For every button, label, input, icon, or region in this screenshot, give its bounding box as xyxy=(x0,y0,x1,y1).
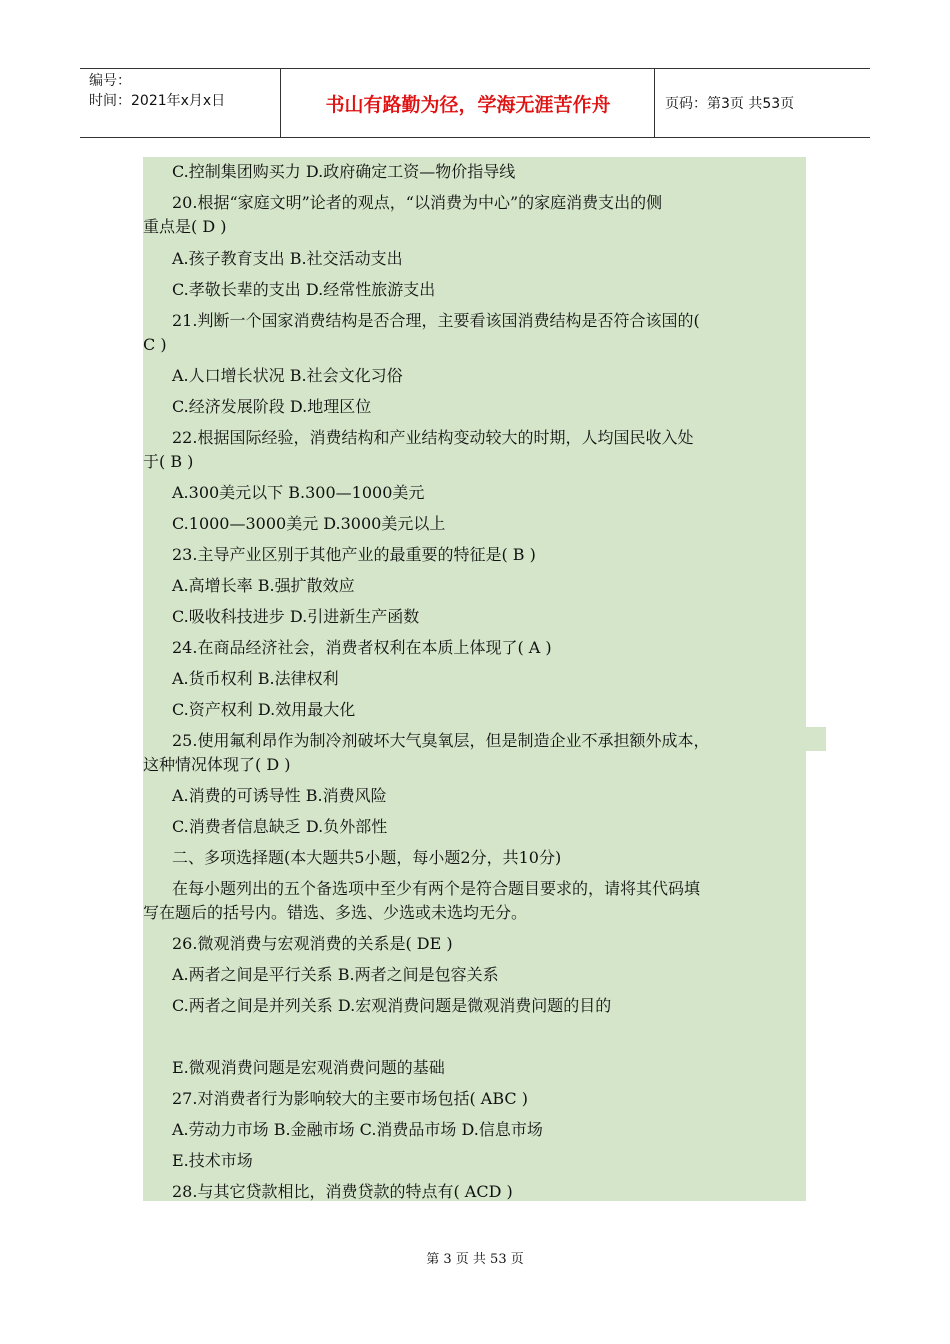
text-line: 21.判断一个国家消费结构是否合理，主要看该国消费结构是否符合该国的( xyxy=(172,311,700,330)
text-line: 25.使用氟利昂作为制冷剂破坏大气臭氧层，但是制造企业不承担额外成本， xyxy=(172,731,710,750)
header-motto: 书山有路勤为径，学海无涯苦作舟 xyxy=(282,69,655,137)
text-line: 22.根据国际经验，消费结构和产业结构变动较大的时期，人均国民收入处 xyxy=(172,428,694,447)
text-line: 27.对消费者行为影响较大的主要市场包括( ABC ) xyxy=(172,1089,528,1108)
text-line: A.货币权利 B.法律权利 xyxy=(172,669,339,688)
text-line: A.高增长率 B.强扩散效应 xyxy=(172,576,355,595)
text-line: C.经济发展阶段 D.地理区位 xyxy=(172,397,372,416)
section-heading: 二、多项选择题(本大题共5小题，每小题2分，共10分) xyxy=(172,848,562,867)
text-line: 26.微观消费与宏观消费的关系是( DE ) xyxy=(172,934,453,953)
header-page-info: 页码：第3页 共53页 xyxy=(665,96,795,112)
text-line: 20.根据“家庭文明”论者的观点，“以消费为中心”的家庭消费支出的侧 xyxy=(172,193,663,212)
text-line: E.微观消费问题是宏观消费问题的基础 xyxy=(172,1058,445,1077)
header-table xyxy=(80,68,870,138)
text-line: C.孝敬长辈的支出 D.经常性旅游支出 xyxy=(172,280,436,299)
text-line: C.1000—3000美元 D.3000美元以上 xyxy=(172,514,446,533)
text-line: A.消费的可诱导性 B.消费风险 xyxy=(172,786,387,805)
content-highlight-overflow xyxy=(806,727,826,751)
number-label: 编号： xyxy=(89,73,131,89)
text-line: C.消费者信息缺乏 D.负外部性 xyxy=(172,817,388,836)
text-line: A.300美元以下 B.300—1000美元 xyxy=(172,483,425,502)
text-line: 在每小题列出的五个备选项中至少有两个是符合题目要求的，请将其代码填 xyxy=(172,879,701,898)
text-line: 这种情况体现了( D ) xyxy=(143,755,291,774)
time-label: 时间：2021年x月x日 xyxy=(89,93,226,109)
text-line: C.控制集团购买力 D.政府确定工资—物价指导线 xyxy=(172,162,516,181)
page-footer: 第 3 页 共 53 页 xyxy=(426,1252,524,1267)
text-line: 28.与其它贷款相比，消费贷款的特点有( ACD ) xyxy=(172,1182,513,1201)
text-line: A.孩子教育支出 B.社交活动支出 xyxy=(172,249,403,268)
text-line: 写在题后的括号内。错选、多选、少选或未选均无分。 xyxy=(143,903,528,922)
text-line: C.两者之间是并列关系 D.宏观消费问题是微观消费问题的目的 xyxy=(172,996,612,1015)
text-line: 23.主导产业区别于其他产业的最重要的特征是( B ) xyxy=(172,545,536,564)
text-line: 于( B ) xyxy=(143,452,194,471)
text-line: C.吸收科技进步 D.引进新生产函数 xyxy=(172,607,420,626)
text-line: 24.在商品经济社会，消费者权利在本质上体现了( A ) xyxy=(172,638,552,657)
text-line: A.劳动力市场 B.金融市场 C.消费品市场 D.信息市场 xyxy=(172,1120,543,1139)
text-line: A.人口增长状况 B.社会文化习俗 xyxy=(172,366,403,385)
text-line: A.两者之间是平行关系 B.两者之间是包容关系 xyxy=(172,965,499,984)
text-line: C.资产权利 D.效用最大化 xyxy=(172,700,356,719)
text-line: 重点是( D ) xyxy=(143,217,227,236)
header-meta-cell xyxy=(80,69,281,137)
text-line: C ) xyxy=(143,335,167,354)
text-line: E.技术市场 xyxy=(172,1151,253,1170)
